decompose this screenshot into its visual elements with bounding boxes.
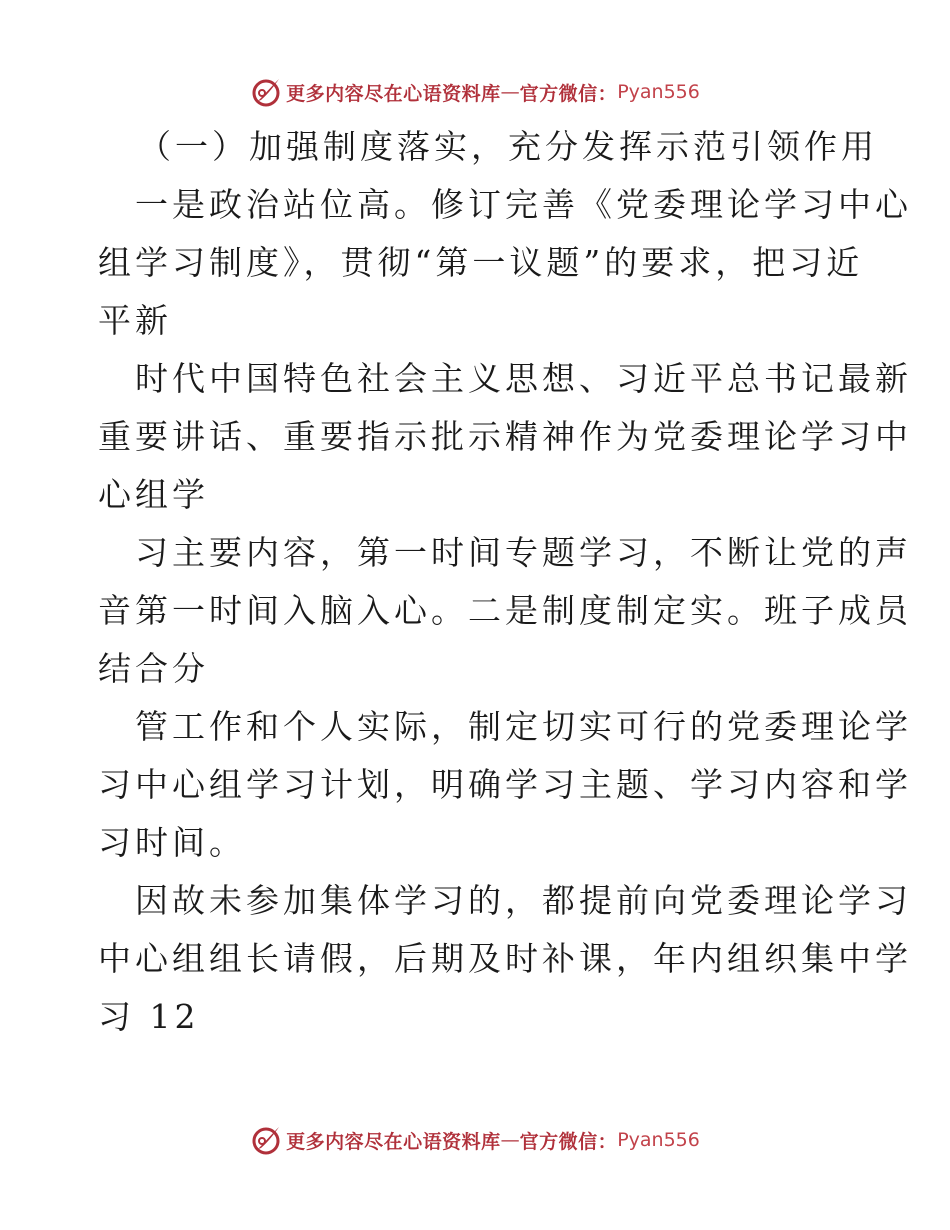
text-line: 时代中国特色社会主义思想、习近平总书记最新 <box>135 359 912 398</box>
text-line: 组学习制度》，贯彻“第一议题”的要求，把习近 <box>98 243 864 282</box>
watermark-separator: — <box>500 81 520 103</box>
text-line: 结合分 <box>98 649 209 688</box>
text-line: 平新 <box>98 301 172 340</box>
text-line: 因故未参加集体学习的，都提前向党委理论学习 <box>135 881 912 920</box>
quill-logo-icon <box>250 76 282 108</box>
watermark-separator: — <box>500 1129 520 1151</box>
text-line: 习主要内容，第一时间专题学习，不断让党的声 <box>135 533 912 572</box>
watermark-wechat-id: Pyan556 <box>617 1129 700 1151</box>
header-watermark <box>0 70 950 114</box>
text-line: 习时间。 <box>98 823 246 862</box>
watermark-brand: 更多内容尽在心语资料库 <box>286 1130 501 1153</box>
text-line: 中心组组长请假，后期及时补课，年内组织集中学 <box>98 939 912 978</box>
quill-logo-icon <box>250 1124 282 1156</box>
watermark-brand: 更多内容尽在心语资料库 <box>286 82 501 105</box>
text-line: 心组学 <box>98 475 209 514</box>
watermark-label: 官方微信： <box>519 1130 618 1153</box>
text-line: 一是政治站位高。修订完善《党委理论学习中心 <box>135 185 912 224</box>
footer-watermark <box>0 1118 950 1162</box>
text-line: 习 12 <box>98 997 200 1036</box>
document-body <box>98 118 912 1046</box>
text-line: 管工作和个人实际，制定切实可行的党委理论学 <box>135 707 912 746</box>
watermark-label: 官方微信： <box>519 82 618 105</box>
section-heading: （一）加强制度落实，充分发挥示范引领作用 <box>138 127 878 166</box>
watermark-wechat-id: Pyan556 <box>617 81 700 103</box>
text-line: 重要讲话、重要指示批示精神作为党委理论学习中 <box>98 417 912 456</box>
text-line: 习中心组学习计划，明确学习主题、学习内容和学 <box>98 765 912 804</box>
text-line: 音第一时间入脑入心。二是制度制定实。班子成员 <box>98 591 912 630</box>
